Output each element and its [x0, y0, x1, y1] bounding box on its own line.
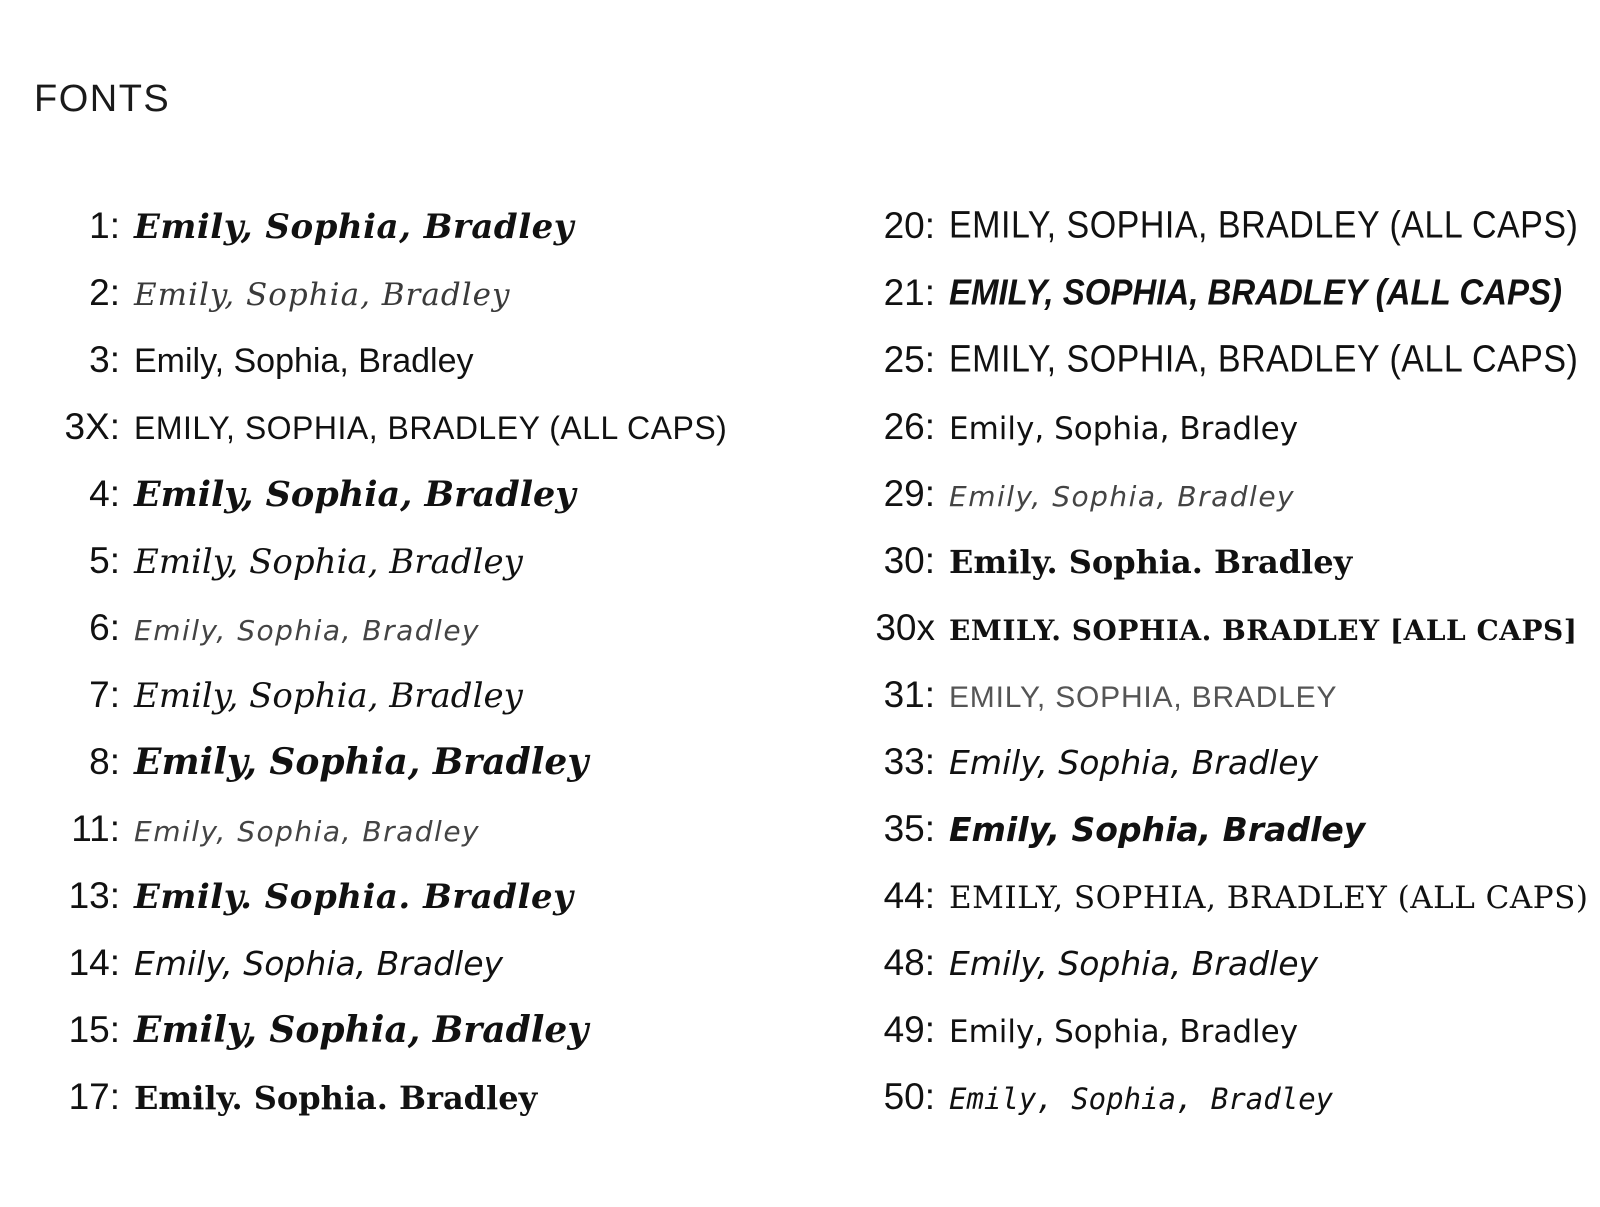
font-number-label: 20: — [883, 205, 935, 246]
font-number-label: 30x — [875, 607, 935, 648]
font-sample-text: Emily, Sophia, Bradley — [134, 815, 481, 848]
font-option-row[interactable] — [0, 1009, 800, 1076]
font-sample-text: Emily. Sophia. Bradley — [134, 877, 574, 917]
font-sample-text: EMILY, SOPHIA, BRADLEY (ALL CAPS) — [134, 410, 728, 446]
font-option-row[interactable] — [0, 473, 800, 540]
right-column — [800, 205, 1600, 1143]
font-number-label: 14: — [68, 942, 120, 983]
font-sample-text: Emily, Sophia, Bradley — [134, 1009, 589, 1051]
font-sample-text: Emily, Sophia, Bradley — [134, 542, 523, 582]
font-number-label: 17: — [68, 1076, 120, 1117]
font-number-label: 15: — [68, 1009, 120, 1050]
font-sample-text: Emily, Sophia, Bradley — [949, 480, 1296, 513]
font-number-label: 44: — [883, 875, 935, 916]
font-option-row[interactable] — [0, 674, 800, 741]
font-option-row[interactable] — [0, 741, 800, 808]
font-sample-text: Emily, Sophia, Bradley — [134, 474, 576, 515]
font-sample-text: EMILY, SOPHIA, BRADLEY (ALL CAPS) — [949, 337, 1579, 381]
font-sample-text: EMILY, SOPHIA, BRADLEY — [949, 681, 1338, 714]
font-number-label: 49: — [883, 1009, 935, 1050]
font-sample-text: EMILY. SOPHIA. BRADLEY [ALL CAPS] — [949, 614, 1578, 647]
font-option-row[interactable] — [800, 808, 1600, 875]
font-sample-text: Emily, Sophia, Bradley — [134, 207, 575, 247]
font-sample-text: Emily, Sophia, Bradley — [949, 1014, 1299, 1050]
font-option-row[interactable] — [800, 205, 1600, 272]
font-number-label: 31: — [883, 674, 935, 715]
font-number-label: 2: — [89, 272, 120, 313]
font-list-columns — [0, 205, 1600, 1143]
font-option-row[interactable] — [0, 875, 800, 942]
page-title: FONTS — [34, 78, 171, 120]
font-number-label: 3X: — [64, 406, 120, 447]
font-sample-text: EMILY, SOPHIA, BRADLEY (ALL CAPS) — [949, 880, 1589, 916]
font-sample-text: EMILY, SOPHIA, BRADLEY (ALL CAPS) — [949, 271, 1563, 313]
font-number-label: 21: — [883, 272, 935, 313]
font-option-row[interactable] — [800, 875, 1600, 942]
font-sample-text: Emily, Sophia, Bradley — [134, 277, 511, 313]
font-number-label: 3: — [89, 339, 120, 380]
font-sample-text: Emily, Sophia, Bradley — [949, 743, 1319, 782]
font-option-row[interactable] — [0, 272, 800, 339]
font-number-label: 1: — [89, 205, 120, 246]
font-number-label: 4: — [89, 473, 120, 514]
font-option-row[interactable] — [800, 272, 1600, 339]
font-option-row[interactable] — [800, 607, 1600, 674]
font-sample-text: Emily, Sophia, Bradley — [949, 1082, 1334, 1116]
font-option-row[interactable] — [800, 473, 1600, 540]
font-option-row[interactable] — [800, 741, 1600, 808]
font-number-label: 35: — [883, 808, 935, 849]
font-option-row[interactable] — [0, 339, 800, 406]
font-sample-text: Emily, Sophia, Bradley — [134, 342, 474, 380]
font-sample-text: EMILY, SOPHIA, BRADLEY (ALL CAPS) — [949, 203, 1579, 247]
font-sample-text: Emily, Sophia, Bradley — [134, 944, 504, 983]
font-number-label: 25: — [883, 339, 935, 380]
font-number-label: 33: — [883, 741, 935, 782]
left-column — [0, 205, 800, 1143]
font-option-row[interactable] — [0, 406, 800, 473]
font-number-label: 13: — [68, 875, 120, 916]
font-option-row[interactable] — [0, 607, 800, 674]
font-number-label: 11: — [71, 808, 120, 849]
font-sample-text: Emily, Sophia, Bradley — [134, 614, 481, 647]
font-sample-text: Emily. Sophia. Bradley — [134, 1079, 538, 1117]
font-option-row[interactable] — [800, 1009, 1600, 1076]
font-option-row[interactable] — [0, 1076, 800, 1143]
font-option-row[interactable] — [800, 942, 1600, 1009]
font-option-row[interactable] — [800, 406, 1600, 473]
font-option-row[interactable] — [800, 540, 1600, 607]
font-number-label: 30: — [883, 540, 935, 581]
font-number-label: 8: — [89, 741, 120, 782]
font-number-label: 6: — [89, 607, 120, 648]
font-sample-text: Emily. Sophia. Bradley — [949, 543, 1353, 581]
font-option-row[interactable] — [800, 674, 1600, 741]
font-option-row[interactable] — [800, 339, 1600, 406]
font-option-row[interactable] — [0, 942, 800, 1009]
font-sample-text: Emily, Sophia, Bradley — [949, 411, 1299, 447]
font-sample-text: Emily, Sophia, Bradley — [134, 741, 589, 783]
font-number-label: 29: — [883, 473, 935, 514]
font-number-label: 7: — [89, 674, 120, 715]
font-number-label: 48: — [883, 942, 935, 983]
font-number-label: 50: — [883, 1076, 935, 1117]
font-number-label: 5: — [89, 540, 120, 581]
font-option-row[interactable] — [0, 540, 800, 607]
font-option-row[interactable] — [800, 1076, 1600, 1143]
font-number-label: 26: — [883, 406, 935, 447]
font-sample-text: Emily, Sophia, Bradley — [134, 676, 523, 716]
font-sample-text: Emily, Sophia, Bradley — [949, 944, 1319, 983]
font-option-row[interactable] — [0, 205, 800, 272]
font-sample-text: Emily, Sophia, Bradley — [949, 810, 1366, 849]
font-option-row[interactable] — [0, 808, 800, 875]
